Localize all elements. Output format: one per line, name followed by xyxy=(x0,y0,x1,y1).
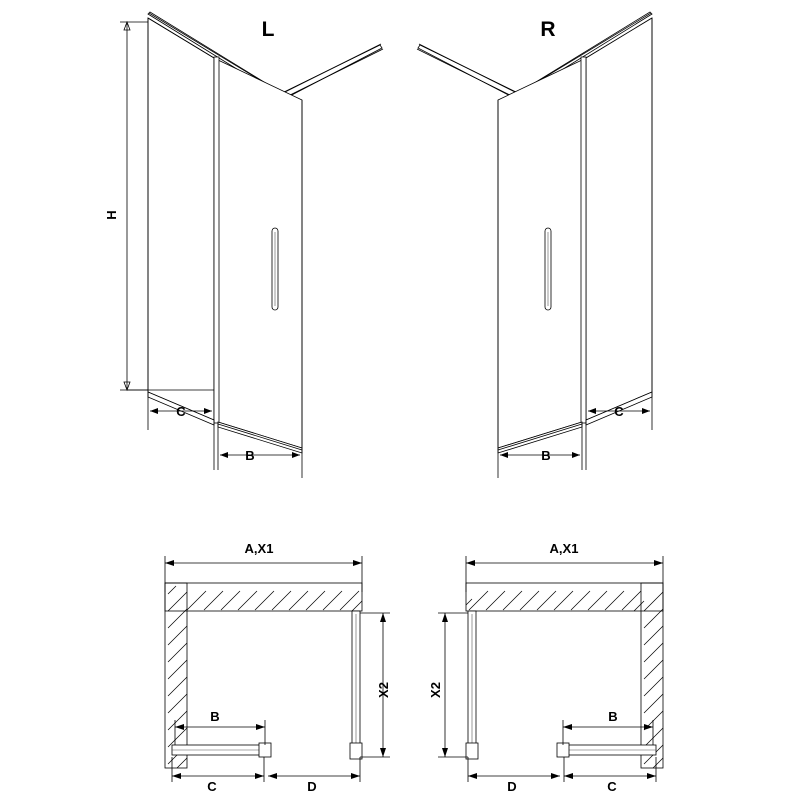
door-panel-left xyxy=(218,60,302,448)
dimension-b-plan-left xyxy=(175,720,265,745)
label-c-plan-left: C xyxy=(207,779,217,794)
plan-door-strip-left xyxy=(172,743,362,759)
vertical-profile-right xyxy=(581,57,586,423)
door-panel-right xyxy=(498,60,582,448)
wall-left xyxy=(165,583,362,768)
side-panel-right xyxy=(586,18,652,420)
side-panel-left xyxy=(148,18,214,420)
plan-door-strip-right xyxy=(466,743,656,759)
elevation-left xyxy=(120,12,383,478)
label-c-plan-right: C xyxy=(607,779,617,794)
label-height-left: H xyxy=(104,210,119,220)
label-variant-left: L xyxy=(261,18,275,41)
label-a-x1-right: A,X1 xyxy=(549,541,579,556)
plan-left xyxy=(165,556,390,782)
label-b-plan-right: B xyxy=(608,709,618,724)
dimension-a-x1-right xyxy=(466,556,663,592)
plan-right xyxy=(438,556,663,782)
dimension-b-left xyxy=(220,452,300,458)
plan-side-panel-left xyxy=(352,611,360,758)
label-c-right: C xyxy=(614,404,624,419)
label-x2-left: X2 xyxy=(376,682,391,698)
label-a-x1-left: A,X1 xyxy=(244,541,274,556)
dimension-a-x1-left xyxy=(165,556,362,592)
label-c-left: C xyxy=(176,404,186,419)
dimension-height-left xyxy=(120,22,152,390)
label-variant-right: R xyxy=(540,18,556,41)
label-b-right: B xyxy=(541,448,551,463)
wall-right xyxy=(466,583,663,768)
label-x2-right: X2 xyxy=(428,682,443,698)
label-b-plan-left: B xyxy=(210,709,220,724)
plan-side-panel-right xyxy=(468,611,476,758)
label-d-plan-left: D xyxy=(307,779,317,794)
label-b-left: B xyxy=(245,448,255,463)
dimension-c-plan-left xyxy=(172,757,264,782)
vertical-profile-left xyxy=(214,57,219,423)
dimension-b-right xyxy=(500,452,580,458)
label-d-plan-right: D xyxy=(507,779,517,794)
